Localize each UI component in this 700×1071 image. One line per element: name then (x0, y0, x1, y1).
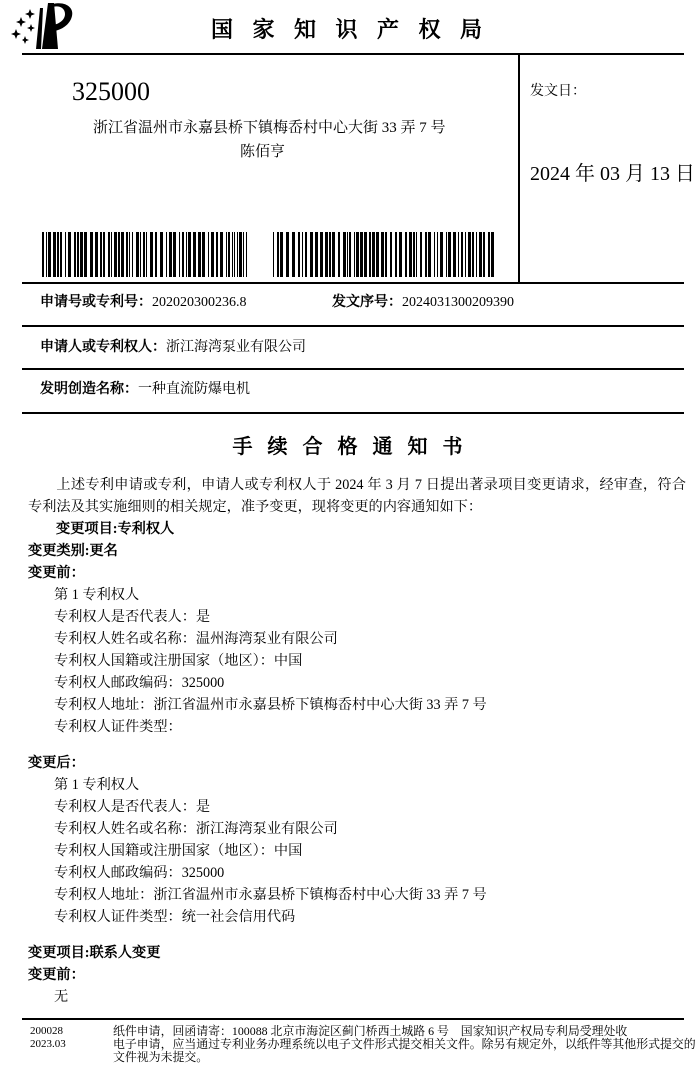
section-divider-1 (22, 282, 684, 284)
vertical-divider (518, 55, 520, 282)
agency-title: 国 家 知 识 产 权 局 (210, 17, 489, 42)
form-code-block (30, 1025, 66, 1051)
section-divider-2 (22, 325, 684, 327)
notice-body (28, 474, 686, 1008)
change-line: 变更项目:专利权人 (56, 521, 175, 537)
recipient-postcode: 325000 (72, 77, 150, 106)
change-line: 专利权人邮政编码：325000 (54, 865, 225, 881)
change-line: 专利权人证件类型： (54, 719, 182, 735)
form-revision-date: 2023.03 (30, 1038, 66, 1050)
change-line: 专利权人姓名或名称：浙江海湾泵业有限公司 (54, 821, 338, 837)
notice-intro-paragraph: 上述专利申请或专利，申请人或专利权人于 2024 年 3 月 7 日提出著录项目变更请求，经审查，符合专利法及其实施细则的相关规定，准予变更，现将变更的内容通知如下： (28, 477, 686, 515)
change-line: 专利权人国籍或注册国家（地区）：中国 (54, 843, 303, 859)
serial-number-field (332, 291, 514, 311)
invention-name-field (40, 378, 250, 398)
change-line: 变更项目:联系人变更 (28, 945, 161, 961)
change-line: 变更前： (28, 967, 85, 983)
header-divider (22, 53, 684, 55)
recipient-name: 陈佰亨 (240, 144, 286, 160)
change-line: 第 1 专利权人 (54, 777, 140, 793)
dispatch-date-label: 发文日： (530, 84, 586, 99)
serial-barcode (273, 232, 494, 277)
change-line: 专利权人地址：浙江省温州市永嘉县桥下镇梅岙村中心大街 33 弄 7 号 (54, 887, 487, 903)
application-number-field (40, 291, 247, 311)
application-barcode (42, 232, 247, 277)
change-line: 无 (54, 989, 69, 1005)
change-line: 变更后： (28, 755, 85, 771)
change-line: 专利权人证件类型：统一社会信用代码 (54, 909, 296, 925)
footer-divider (22, 1018, 684, 1020)
change-line: 变更前： (28, 565, 85, 581)
invention-name-value: 一种直流防爆电机 (138, 382, 250, 397)
notice-title: 手 续 合 格 通 知 书 (232, 436, 468, 458)
form-number: 200028 (30, 1025, 63, 1037)
footer-notes (113, 1025, 697, 1064)
change-line: 专利权人姓名或名称：温州海湾泵业有限公司 (54, 631, 338, 647)
section-divider-4 (22, 412, 684, 414)
serial-number-label: 发文序号： (332, 295, 402, 310)
change-line: 变更类别:更名 (28, 543, 118, 559)
change-line: 第 1 专利权人 (54, 587, 140, 603)
blank-line (28, 928, 686, 942)
application-number-label: 申请号或专利号： (40, 295, 152, 310)
change-line: 专利权人是否代表人：是 (54, 799, 211, 815)
footer-electronic-filing-note: 电子申请，应当通过专利业务办理系统以电子文件形式提交相关文件。除另有规定外，以纸件等其他形式提交的文件视为未提交。 (113, 1037, 696, 1064)
change-list (28, 518, 686, 1008)
blank-line (28, 738, 686, 752)
invention-name-label: 发明创造名称： (40, 382, 138, 397)
change-line: 专利权人地址：浙江省温州市永嘉县桥下镇梅岙村中心大街 33 弄 7 号 (54, 697, 487, 713)
section-divider-3 (22, 368, 684, 370)
change-line: 专利权人邮政编码：325000 (54, 675, 225, 691)
footer-paper-filing-note: 纸件申请，回函请寄：100088 北京市海淀区蓟门桥西土城路 6 号 国家知识产权局专利局受理处收 (113, 1024, 628, 1038)
dispatch-date-value: 2024 年 03 月 13 日 (530, 163, 695, 185)
applicant-field (40, 336, 306, 356)
change-line: 专利权人国籍或注册国家（地区）：中国 (54, 653, 303, 669)
change-line: 专利权人是否代表人：是 (54, 609, 211, 625)
recipient-address: 浙江省温州市永嘉县桥下镇梅岙村中心大街 33 弄 7 号 (93, 120, 446, 136)
application-number-value: 202020300236.8 (152, 295, 247, 310)
serial-number-value: 2024031300209390 (402, 295, 514, 310)
applicant-label: 申请人或专利权人： (40, 340, 166, 355)
applicant-value: 浙江海湾泵业有限公司 (166, 340, 306, 355)
